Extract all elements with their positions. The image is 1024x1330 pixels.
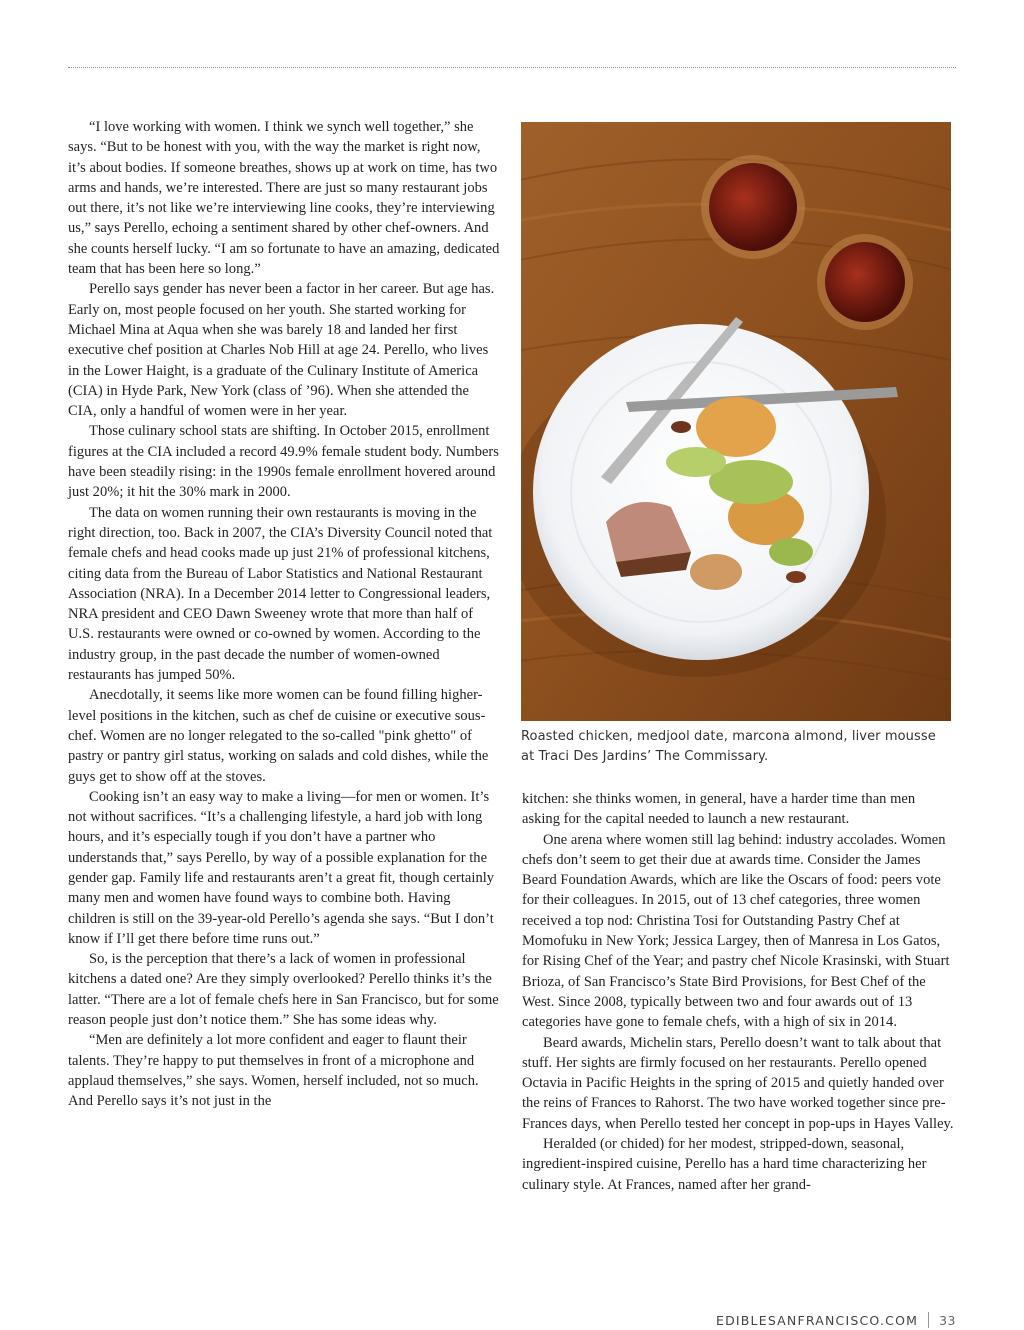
paragraph: Beard awards, Michelin stars, Perello doesn’t want to talk about that stuff. Her sights are firmly focused on her restaurants. Perello opened Octavia in Pacific Heights in the spring of 2015 and quietly handed over the reins of Frances to Rahorst. The two have worked together since pre-Frances days, when Perello tested her concept in pop-ups in Hayes Valley. xyxy=(522,1034,954,1132)
paragraph: “I love working with women. I think we synch well together,” she says. “But to be honest with you, with the way the market is right now, it’s about bodies. If someone breathes, shows up at work on time, has two arms and hands, we’re interested. There are just so many restaurant jobs out there, it’s not like we’re interviewing line cooks, they’re interviewing us,” says Perello, echoing a sentiment shared by other chef-owners. And she counts herself lucky. “I am so fortunate to have an amazing, dedicated team that has been here so long.” xyxy=(68,119,500,278)
paragraph: Perello says gender has never been a factor in her career. But age has. Early on, most people focused on her youth. She started working for Michael Mina at Aqua when she was barely 18 and landed her first executive chef position at Charles Nob Hill at age 24. Perello, who lives in the Lower Haight, is a graduate of the Culinary Institute of America (CIA) in Hyde Park, New York (class of ’96). When she attended the CIA, only a handful of women were in her year. xyxy=(68,281,495,420)
top-dotted-rule xyxy=(68,67,956,68)
page-number: 33 xyxy=(939,1312,956,1328)
paragraph: Anecdotally, it seems like more women can be found filling higher-level positions in the kitchen, such as chef de cuisine or executive sous-chef. Women are no longer relegated to the so-called "pink ghetto" of pastry or pantry girl status, working on salads and cold dishes, while the guys get to show off at the stoves. xyxy=(68,687,489,785)
article-right-column xyxy=(522,789,956,1195)
paragraph: Those culinary school stats are shifting. In October 2015, enrollment figures at the CIA included a record 49.9% female student body. Numbers have been steadily rising: in the 1990s female enrollment hovered around just 20%; it hit the 30% mark in 2000. xyxy=(68,423,499,501)
photo-caption: Roasted chicken, medjool date, marcona almond, liver mousse at Traci Des Jardins’ The Commissary. xyxy=(521,729,936,764)
paragraph: “Men are definitely a lot more confident and eager to flaunt their talents. They’re happy to put themselves in front of a microphone and applaud themselves,” she says. Women, herself included, not so much. And Perello says it’s not just in the xyxy=(68,1032,479,1110)
article-left-column xyxy=(68,117,500,1112)
site-url[interactable]: EDIBLESANFRANCISCO.COM xyxy=(715,1312,919,1328)
paragraph: Heralded (or chided) for her modest, stripped-down, seasonal, ingredient-inspired cuisine, Perello has a hard time characterizing her culinary style. At Frances, named after her grand- xyxy=(522,1136,927,1193)
page-footer xyxy=(716,1312,956,1328)
paragraph: Cooking isn’t an easy way to make a living—for men or women. It’s not without sacrifices. “It’s a challenging lifestyle, a hard job with long hours, and it’s especially tough if you don’t have a partner who understands that,” says Perello, by way of a possible explanation for the gender gap. Family life and restaurants aren’t a great fit, though certainly many men and women have found ways to combine both. Having children is still on the 39-year-old Perello’s agenda she says. “But I don’t know if I’ll get there before time runs out.” xyxy=(68,788,495,947)
paragraph: The data on women running their own restaurants is moving in the right direction, too. Back in 2007, the CIA’s Diversity Council noted that female chefs and head cooks made up just 21% of professional kitchens, citing data from the Bureau of Labor Statistics and National Restaurant Association (NRA). In a December 2014 letter to Congressional leaders, NRA president and CEO Dawn Sweeney wrote that more than half of U.S. restaurants were owned or co-owned by women. According to the industry group, in the past decade the number of women-owned restaurants has jumped 50%. xyxy=(68,504,493,684)
paragraph: So, is the perception that there’s a lack of women in professional kitchens a dated one? Are they simply overlooked? Perello thinks it’s the latter. “There are a lot of female chefs here in San Francisco, but for some reason people just don’t notice them.” She has some ideas why. xyxy=(68,951,499,1029)
paragraph: kitchen: she thinks women, in general, have a harder time than men asking for the capital needed to launch a new restaurant. xyxy=(522,791,916,828)
food-photo xyxy=(521,122,951,721)
paragraph: One arena where women still lag behind: industry accolades. Women chefs don’t seem to get their due at awards time. Consider the James Beard Foundation Awards, which are like the Oscars of food: peers vote for their colleagues. In 2015, out of 13 chef categories, three women received a top nod: Christina Tosi for Outstanding Pastry Chef at Momofuku in New York; Jessica Largey, then of Manresa in Los Gatos, for Rising Chef of the Year; and pastry chef Nicole Krasinski, with Stuart Brioza, of San Francisco’s State Bird Provisions, for Best Chef of the West. Since 2008, typically between two and four awards out of 13 categories have gone to female chefs, with a high of six in 2014. xyxy=(522,831,950,1031)
footer-divider xyxy=(928,1312,929,1328)
